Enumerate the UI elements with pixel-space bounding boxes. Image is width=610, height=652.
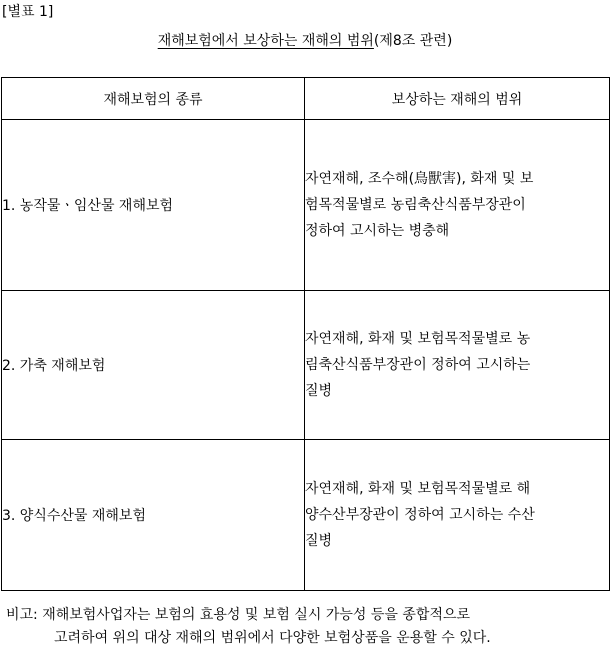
title-main: 재해보험에서 보상하는 재해의 범위	[157, 33, 374, 49]
scope-line: 질병	[305, 383, 333, 399]
scope-line: 험목적물별로 농림축산식품부장관이	[305, 197, 526, 213]
header-compensated-scope: 보상하는 재해의 범위	[305, 78, 610, 120]
scope-line: 정하여 고시하는 병충해	[305, 223, 450, 239]
remarks-line-2: 고려하여 위의 대상 재해의 범위에서 다양한 보험상품을 운용할 수 있다.	[54, 630, 491, 646]
table-header-row	[2, 78, 610, 120]
remarks-note	[6, 604, 606, 650]
insurance-scope-table	[1, 77, 610, 591]
scope-line: 림축산식품부장관이 정하여 고시하는	[305, 357, 531, 373]
scope-cell	[305, 120, 610, 291]
header-insurance-type: 재해보험의 종류	[2, 78, 305, 120]
annex-label: [별표 1]	[2, 4, 54, 20]
title-suffix: (제8조 관련)	[373, 33, 453, 49]
remarks-line-1: 비고: 재해보험사업자는 보험의 효용성 및 보험 실시 가능성 등을 종합적으로	[6, 607, 471, 623]
scope-cell	[305, 291, 610, 440]
scope-line: 자연재해, 조수해(鳥獸害), 화재 및 보	[305, 171, 534, 187]
table-row	[2, 120, 610, 291]
page-title	[0, 30, 610, 50]
insurance-type-cell: 1. 농작물ㆍ임산물 재해보험	[2, 120, 305, 291]
scope-cell	[305, 440, 610, 591]
insurance-type-cell: 3. 양식수산물 재해보험	[2, 440, 305, 591]
scope-line: 자연재해, 화재 및 보험목적물별로 농	[305, 331, 531, 347]
scope-line: 자연재해, 화재 및 보험목적물별로 해	[305, 481, 531, 497]
table-row	[2, 440, 610, 591]
insurance-type-cell: 2. 가축 재해보험	[2, 291, 305, 440]
scope-line: 질병	[305, 533, 333, 549]
scope-line: 양수산부장관이 정하여 고시하는 수산	[305, 507, 535, 523]
table-row	[2, 291, 610, 440]
